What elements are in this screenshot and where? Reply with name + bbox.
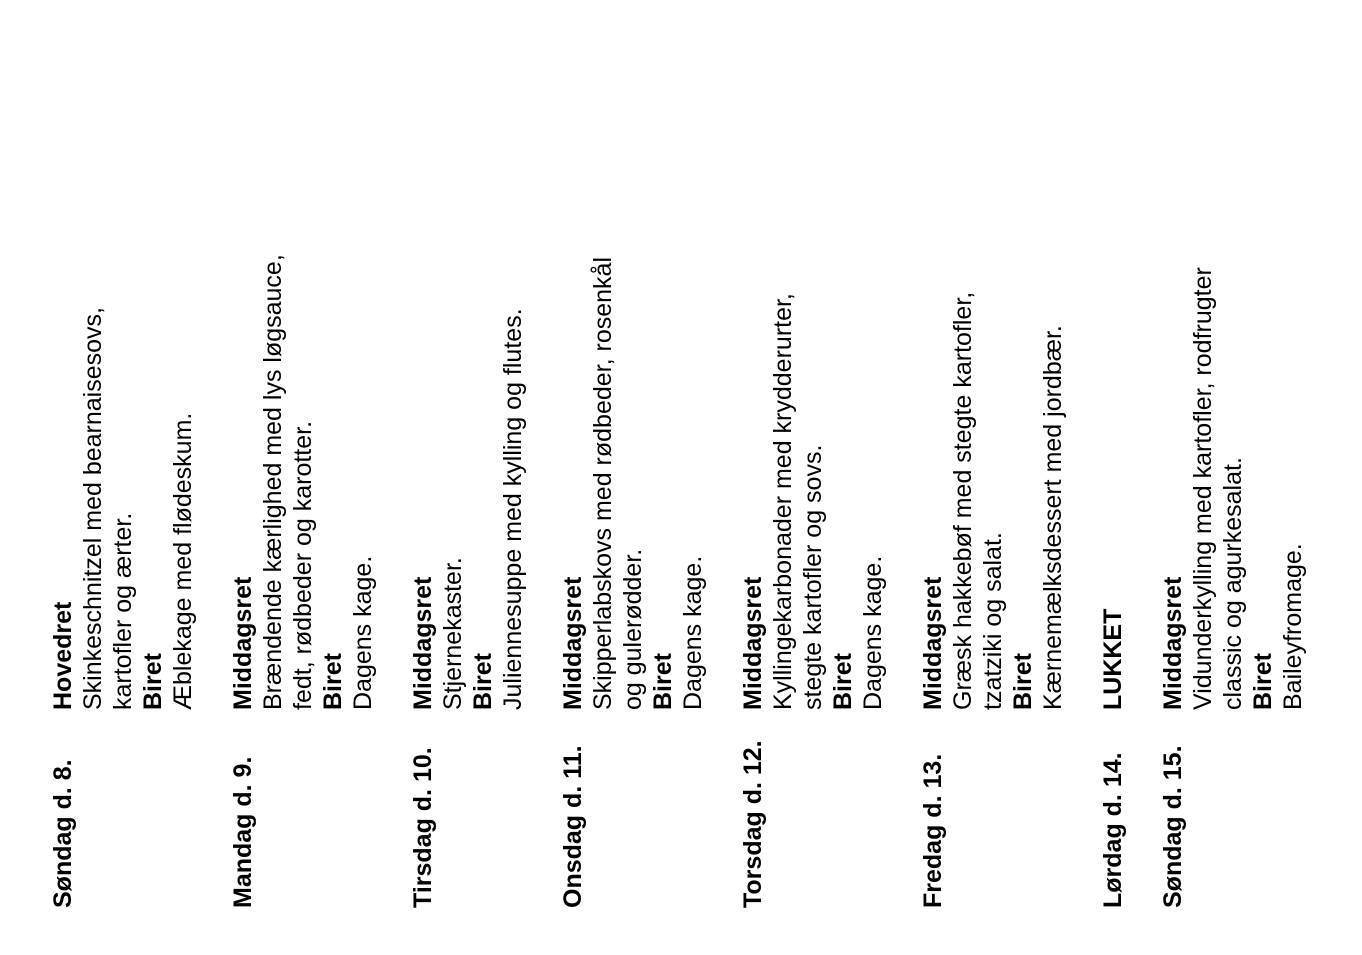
course-label: Biret xyxy=(1249,653,1277,710)
course-text: Brændende kærlighed med lys løgsauce, fedt, rødbeder og karotter. xyxy=(259,254,317,710)
course-text: Baileyfromage. xyxy=(1279,543,1307,710)
course-label: Biret xyxy=(139,653,167,710)
course-text: Dagens kage. xyxy=(859,555,887,710)
course-text: Dagens kage. xyxy=(349,555,377,710)
entry-content xyxy=(738,230,888,710)
entry-content xyxy=(228,230,378,710)
entry-content xyxy=(48,230,198,710)
course-text: Vidunderkylling med kartofler, rodfrugter classic og agurkesalat. xyxy=(1189,267,1247,710)
course-text: Kærnemælksdessert med jordbær. xyxy=(1039,325,1067,710)
course-text: Skipperlabskovs med rødbeder, rosenkål og gulerødder. xyxy=(589,256,647,710)
day-label: Tirsdag d. 10. xyxy=(409,747,437,908)
course-text: Juliennesuppe med kylling og flutes. xyxy=(499,308,527,710)
course-text: Skinkeschnitzel med bearnaisesovs, kartofler og ærter. xyxy=(79,307,137,710)
entry-content xyxy=(1158,230,1308,710)
course-label: Biret xyxy=(829,653,857,710)
course-label: Middagsret xyxy=(1159,576,1187,710)
entry-content xyxy=(408,230,528,710)
entry-content xyxy=(918,230,1068,710)
course-label: Biret xyxy=(469,653,497,710)
day-label: Torsdag d. 12. xyxy=(739,740,767,908)
course-label: Middagsret xyxy=(559,576,587,710)
entry-content xyxy=(558,230,708,710)
course-text: Dagens kage. xyxy=(679,555,707,710)
course-text: Kyllingekarbonader med krydderurter, stegte kartofler og sovs. xyxy=(769,293,827,710)
day-label: Lørdag d. 14. xyxy=(1099,752,1127,908)
course-label: Biret xyxy=(319,653,347,710)
course-label: Middagsret xyxy=(409,576,437,710)
course-label: Biret xyxy=(1009,653,1037,710)
course-label: Biret xyxy=(649,653,677,710)
course-text: Stjernekaster. xyxy=(439,557,467,710)
day-label: Søndag d. 8. xyxy=(49,759,77,908)
day-label: Fredag d. 13. xyxy=(919,753,947,908)
day-label: Mandag d. 9. xyxy=(229,756,257,908)
course-label: Middagsret xyxy=(739,576,767,710)
course-text: Æblekage med flødeskum. xyxy=(169,412,197,710)
course-label: Middagsret xyxy=(919,576,947,710)
entry-content xyxy=(1098,230,1128,710)
closed-label: LUKKET xyxy=(1099,608,1127,710)
day-label: Onsdag d. 11. xyxy=(559,745,587,908)
day-label: Søndag d. 15. xyxy=(1159,745,1187,908)
course-label: Hovedret xyxy=(49,601,77,710)
course-label: Middagsret xyxy=(229,576,257,710)
course-text: Græsk hakkebøf med stegte kartofler, tzatziki og salat. xyxy=(949,291,1007,710)
